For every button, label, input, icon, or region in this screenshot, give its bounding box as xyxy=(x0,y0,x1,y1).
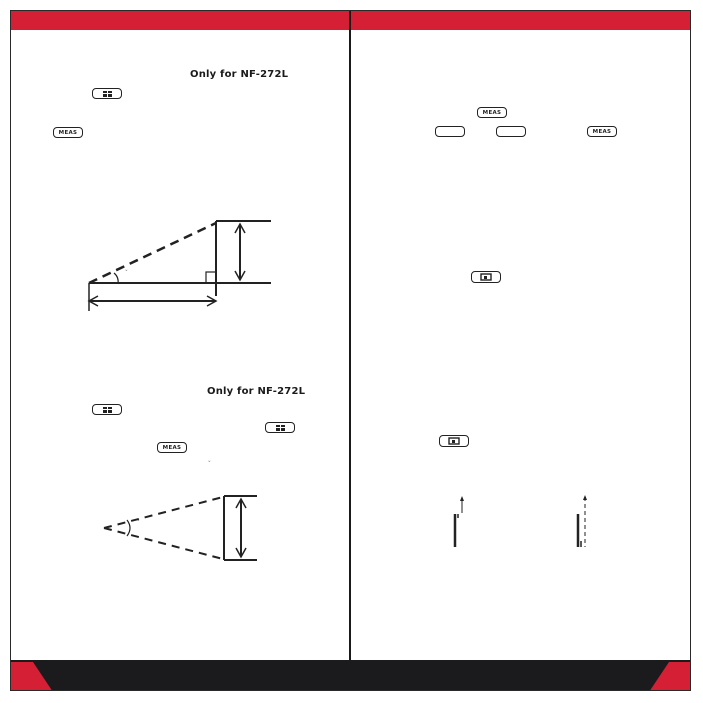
footer-corner-accents xyxy=(11,11,691,691)
left-corner-accent xyxy=(11,662,53,691)
right-corner-accent xyxy=(649,662,691,691)
meas-key-label: MEAS xyxy=(482,109,502,116)
model-note-1: Only for NF-272L xyxy=(190,69,289,80)
meas-key-label: MEAS xyxy=(162,444,182,451)
angle-symbol-1: ˘ xyxy=(125,270,129,276)
meas-key-label: MEAS xyxy=(58,129,78,136)
angle-symbol-2: ˘ xyxy=(208,461,212,467)
manual-spread xyxy=(10,10,691,691)
model-note-2: Only for NF-272L xyxy=(207,386,306,397)
meas-key-label: MEAS xyxy=(592,128,612,135)
angle-symbol-3: ˘ xyxy=(137,520,141,526)
